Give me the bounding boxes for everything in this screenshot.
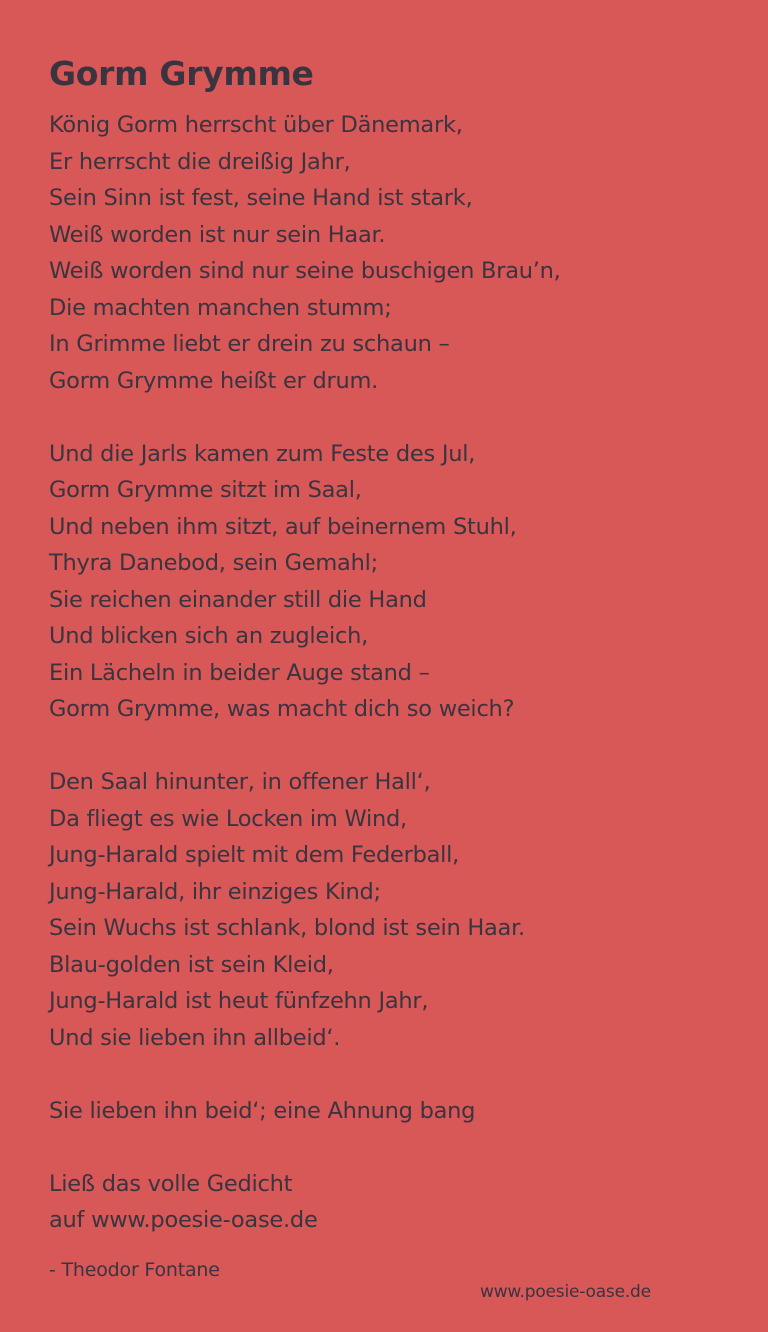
read-more-url: auf www.poesie-oase.de [49, 1207, 318, 1233]
stanza-spacer [49, 1129, 749, 1166]
poem-line: Ein Lächeln in beider Auge stand – [49, 659, 430, 686]
poem-line: Thyra Danebod, sein Gemahl; [49, 550, 378, 576]
poem-line: Weiß worden ist nur sein Haar. [49, 221, 386, 248]
stanza-spacer [49, 728, 749, 765]
poem-line: Und die Jarls kamen zum Feste des Jul, [49, 440, 476, 467]
poem-line: Er herrscht die dreißig Jahr, [49, 148, 351, 175]
poem-line: Sein Sinn ist fest, seine Hand ist stark, [49, 185, 473, 211]
poem-line: Jung-Harald, ihr einziges Kind; [49, 878, 381, 905]
poem-line: Sie reichen einander still die Hand [49, 586, 427, 613]
poem-line: Jung-Harald spielt mit dem Federball, [49, 842, 460, 868]
poem-line: Jung-Harald ist heut fünfzehn Jahr, [49, 988, 429, 1014]
stanza-4 [49, 1093, 749, 1130]
site-watermark: www.poesie-oase.de [480, 1282, 651, 1302]
poem-body [49, 107, 749, 1239]
poem-line: In Grimme liebt er drein zu schaun – [49, 331, 450, 357]
stanza-1 [49, 107, 749, 399]
poem-line: Blau-golden ist sein Kleid, [49, 951, 334, 978]
poem-line: Sie lieben ihn beid‘; eine Ahnung bang [49, 1097, 476, 1124]
poem-line: Gorm Grymme sitzt im Saal, [49, 477, 362, 503]
read-more-line: Ließ das volle Gedicht [49, 1170, 293, 1197]
poem-line: Sein Wuchs ist schlank, blond ist sein Haar. [49, 915, 525, 941]
poem-title: Gorm Grymme [49, 54, 314, 93]
poem-line: Gorm Grymme, was macht dich so weich? [49, 696, 515, 722]
poem-line: Den Saal hinunter, in offener Hall‘, [49, 769, 431, 795]
poem-line: Weiß worden sind nur seine buschigen Brau’n, [49, 258, 561, 284]
stanza-spacer [49, 1056, 749, 1093]
poem-line: Und neben ihm sitzt, auf beinernem Stuhl, [49, 513, 517, 540]
poem-line: Gorm Grymme heißt er drum. [49, 367, 379, 394]
stanza-spacer [49, 399, 749, 436]
poem-line: Die machten manchen stumm; [49, 294, 392, 321]
read-more-note [49, 1166, 749, 1239]
poem-line: Und blicken sich an zugleich, [49, 623, 368, 649]
stanza-2 [49, 436, 749, 728]
poem-line: König Gorm herrscht über Dänemark, [49, 112, 463, 138]
poem-author: - Theodor Fontane [49, 1259, 220, 1281]
poem-line: Da fliegt es wie Locken im Wind, [49, 805, 407, 832]
poem-line: Und sie lieben ihn allbeid‘. [49, 1024, 341, 1051]
stanza-3 [49, 764, 749, 1056]
